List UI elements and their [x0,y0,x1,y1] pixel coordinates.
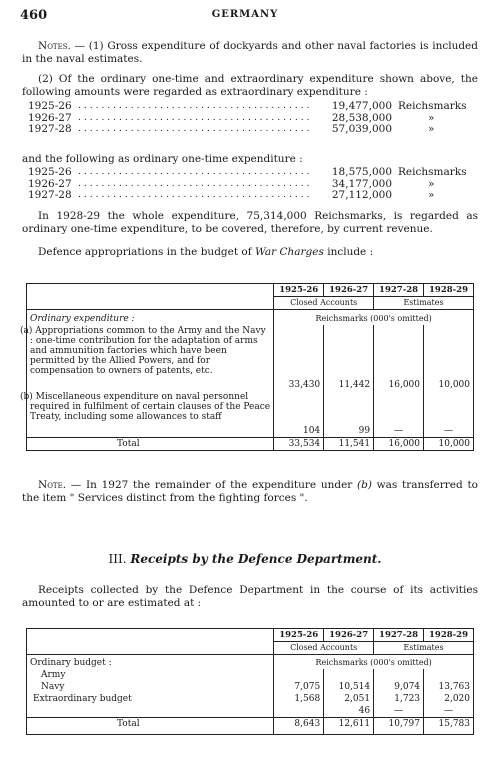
total-label: Total [27,718,274,735]
table-cell: 15,783 [424,718,474,735]
year-header: 1925-26 [274,629,324,642]
units-label: Reichsmarks (000's omitted) [274,310,474,326]
year: 1926-27 [28,111,72,124]
closed-accounts-label: Closed Accounts [274,642,374,655]
table-row [27,705,474,718]
section-label-cell [27,310,274,326]
header-blank-cell [27,284,274,310]
note-text-end: was transferred to the item " Services distinct from the fighting forces ". [22,479,478,504]
paragraph-1928-29: In 1928-29 the whole expenditure, 75,314,000 Reichsmarks, is regarded as ordinary one-time expenditure, to be covered, therefore, by current revenue. [22,210,478,235]
table-cell: 10,797 [374,718,424,735]
row-label: Navy [27,681,274,693]
note-2-intro: (2) Of the ordinary one-time and extraordinary expenditure shown above, the following amounts were regarded as extraordinary expenditure : [22,73,478,98]
row-label [27,705,274,718]
unit: Reichsmarks [398,166,467,178]
table-cell: 46 [324,705,374,718]
table-cell: 2,020 [424,693,474,705]
leader-dots: ........................................ [78,190,313,200]
note-text: — In 1927 the remainder of the expenditure under [70,479,353,491]
table-cell: 8,643 [274,718,324,735]
table-cell: — [424,391,474,438]
amount: 27,112,000 [331,189,392,201]
year-header: 1926-27 [324,284,374,297]
table-total-row [27,718,474,735]
table-cell: — [424,705,474,718]
year: 1925-26 [28,166,72,178]
amount: 28,538,000 [331,111,392,124]
estimates-label: Estimates [374,642,474,655]
unit: » [428,189,435,201]
intro-italic: War Charges [254,246,324,258]
receipts-intro: Receipts collected by the Defence Department in the course of its activities amounted to or are estimated at : [22,584,478,609]
amount: 34,177,000 [331,177,392,190]
table-cell: 1,723 [374,693,424,705]
table-cell: 104 [274,391,324,438]
receipts-table [26,628,474,735]
table-cell [274,669,324,681]
table-cell: 13,763 [424,681,474,693]
note-1 [22,40,478,65]
section-label: Ordinary budget : [27,655,274,670]
table-cell: 11,442 [324,325,374,391]
leader-dots: ........................................ [78,124,313,134]
table-cell: 7,075 [274,681,324,693]
note-1927 [22,479,478,504]
unit: Reichsmarks [398,100,467,112]
table-cell: 10,514 [324,681,374,693]
note-1-text: — (1) Gross expenditure of dockyards and other naval factories is included in the naval estimates. [22,40,478,65]
defence-appropriations-intro [22,246,478,259]
list-item [28,101,468,113]
unit: » [428,177,435,190]
running-title: GERMANY [211,9,279,20]
table-row [27,669,474,681]
intro-text: Defence appropriations in the budget of [38,246,252,258]
table-cell: 10,000 [424,438,474,451]
table-cell: 9,074 [374,681,424,693]
row-label: Extraordinary budget [27,693,274,705]
table-row [27,655,474,670]
table-cell: 1,568 [274,693,324,705]
header-blank-cell [27,629,274,655]
list-item [28,167,468,179]
year: 1927-28 [28,123,72,135]
table-total-row [27,438,474,451]
section-number: III. [108,552,127,566]
table-row [27,693,474,705]
section-title: Receipts by the Defence Department. [130,552,382,566]
item-a-label: (a) Appropriations common to the Army and the Navy : one-time contribution for the adaptation of arms and ammunition factories which have been permitted by the Allied Powers, and for compensation to owners of patents, etc. [27,325,274,391]
table-row [27,681,474,693]
leader-dots: ........................................ [78,101,313,111]
amount: 57,039,000 [331,123,392,135]
item-b-label: (b) Miscellaneous expenditure on naval personnel required in fulfilment of certain clauses of the Peace Treaty, including some allowances to staff [27,391,274,438]
table-cell: 33,534 [274,438,324,451]
leader-dots: ........................................ [78,178,313,189]
leader-dots: ........................................ [78,167,313,177]
running-header [20,8,470,24]
year: 1925-26 [28,100,72,112]
year-header: 1928-29 [424,284,474,297]
table-cell: 10,000 [424,325,474,391]
ordinary-list [28,167,468,202]
notes-label: Notes. [38,40,71,52]
list-item [28,190,468,202]
amount: 18,575,000 [331,166,392,178]
table-cell: — [374,705,424,718]
table-cell: 16,000 [374,325,424,391]
table-cell: 2,051 [324,693,374,705]
table-cell: — [374,391,424,438]
table-cell: 33,430 [274,325,324,391]
unit: » [428,111,435,124]
list-item [28,113,468,125]
total-label: Total [27,438,274,451]
intro-text-end: include : [327,246,374,258]
estimates-label: Estimates [374,297,474,310]
units-label: Reichsmarks (000's omitted) [274,655,474,670]
table-header-row [27,284,474,297]
section-label: Ordinary expenditure : [30,314,135,324]
year-header: 1927-28 [374,284,424,297]
leader-dots: ........................................ [78,112,313,123]
table-row [27,310,474,326]
table-row [27,325,474,391]
row-label: Army [27,669,274,681]
year-header: 1926-27 [324,629,374,642]
table-row [27,391,474,438]
year-header: 1925-26 [274,284,324,297]
ordinary-intro: and the following as ordinary one-time expenditure : [22,153,303,165]
table-cell: 12,611 [324,718,374,735]
section-heading [0,552,490,566]
extraordinary-list [28,101,468,136]
table-cell: 16,000 [374,438,424,451]
table-cell: 99 [324,391,374,438]
closed-accounts-label: Closed Accounts [274,297,374,310]
amount: 19,477,000 [331,100,392,112]
table-header-row [27,629,474,642]
year-header: 1928-29 [424,629,474,642]
page-number: 460 [20,8,48,23]
unit: » [428,123,435,135]
year: 1926-27 [28,177,72,190]
year-header: 1927-28 [374,629,424,642]
year: 1927-28 [28,189,72,201]
table-cell [374,669,424,681]
list-item [28,179,468,191]
table-cell [274,705,324,718]
note-italic: (b) [357,479,372,491]
table-cell [424,669,474,681]
table-cell [324,669,374,681]
table-cell: 11,541 [324,438,374,451]
defence-appropriations-table [20,283,474,451]
list-item [28,124,468,136]
note-label: Note. [38,479,67,491]
